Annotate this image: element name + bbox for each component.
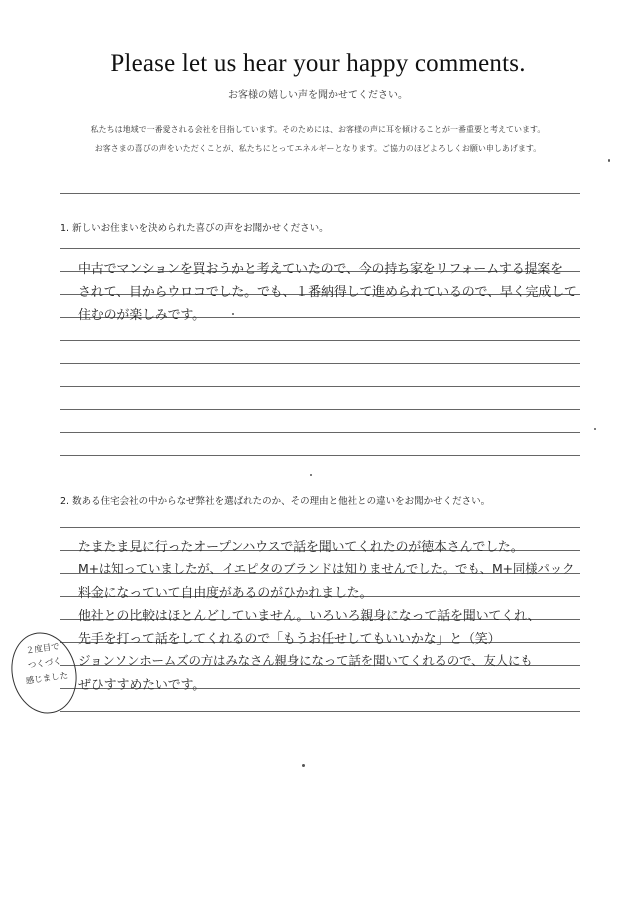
intro-line-1: 私たちは地域で一番愛される会社を目指しています。そのためには、お客様の声に耳を傾けることが一番重要と考えています。	[90, 125, 546, 134]
question-2-answer-line: 料金になっていて自由度があるのがひかれました。	[78, 586, 373, 601]
answer-rule	[60, 527, 580, 528]
page-title: Please let us hear your happy comments.	[110, 50, 526, 77]
question-1-answer-line: 中古でマンションを買おうかと考えていたので、今の持ち家をリフォームする提案を	[78, 262, 563, 277]
question-2-answer-line: ジョンソンホームズの方はみなさん親身になって話を聞いてくれるので、友人にも	[78, 653, 533, 668]
scan-speck	[302, 764, 305, 767]
answer-rule	[60, 711, 580, 712]
question-2-answer-line: M+は知っていましたが、イエピタのブランドは知りませんでした。でも、M+同様パック	[78, 561, 575, 576]
margin-note-line: ２度目で	[25, 641, 61, 657]
answer-rule	[60, 432, 580, 433]
question-1-answer-line: されて、目からウロコでした。でも、１番納得して進められているので、早く完成して	[78, 285, 577, 300]
question-1-answer-line: 住むのが楽しみです。	[78, 308, 205, 323]
question-2-label: 2. 数ある住宅会社の中からなぜ弊社を選ばれたのか、その理由と他社との違いをお聞かせください。	[60, 496, 491, 507]
question-2-answer-line: たまたま見に行ったオープンハウスで話を聞いてくれたのが徳本さんでした。	[78, 540, 524, 555]
answer-rule	[60, 386, 580, 387]
scan-speck	[608, 159, 610, 162]
answer-rule	[60, 248, 580, 249]
section-divider	[60, 193, 580, 194]
scan-speck	[594, 428, 596, 430]
question-2-answer-line: 他社との比較はほとんどしていません。いろいろ親身になって話を聞いてくれ、	[78, 609, 541, 624]
intro-line-2: お客さまの喜びの声をいただくことが、私たちにとってエネルギーとなります。ご協力のほどよろしくお願い申しあげます。	[94, 144, 542, 153]
answer-rule	[60, 409, 580, 410]
margin-note	[15, 638, 75, 690]
scan-speck	[310, 474, 312, 476]
margin-note-line: 感じました	[25, 670, 69, 687]
question-2-answer-line: 先手を打って話をしてくれるので「もうお任せしてもいいかな」と（笑）	[78, 632, 501, 647]
question-1-label: 1. 新しいお住まいを決められた喜びの声をお聞かせください。	[60, 223, 329, 234]
answer-rule	[60, 340, 580, 341]
scan-speck	[232, 313, 234, 315]
question-2-answer-line: ぜひすすめたいです。	[78, 678, 206, 693]
answer-rule	[60, 455, 580, 456]
margin-note-line: つくづく	[27, 656, 63, 672]
answer-rule	[60, 363, 580, 364]
page-subtitle: お客様の嬉しい声を聞かせてください。	[228, 90, 408, 101]
